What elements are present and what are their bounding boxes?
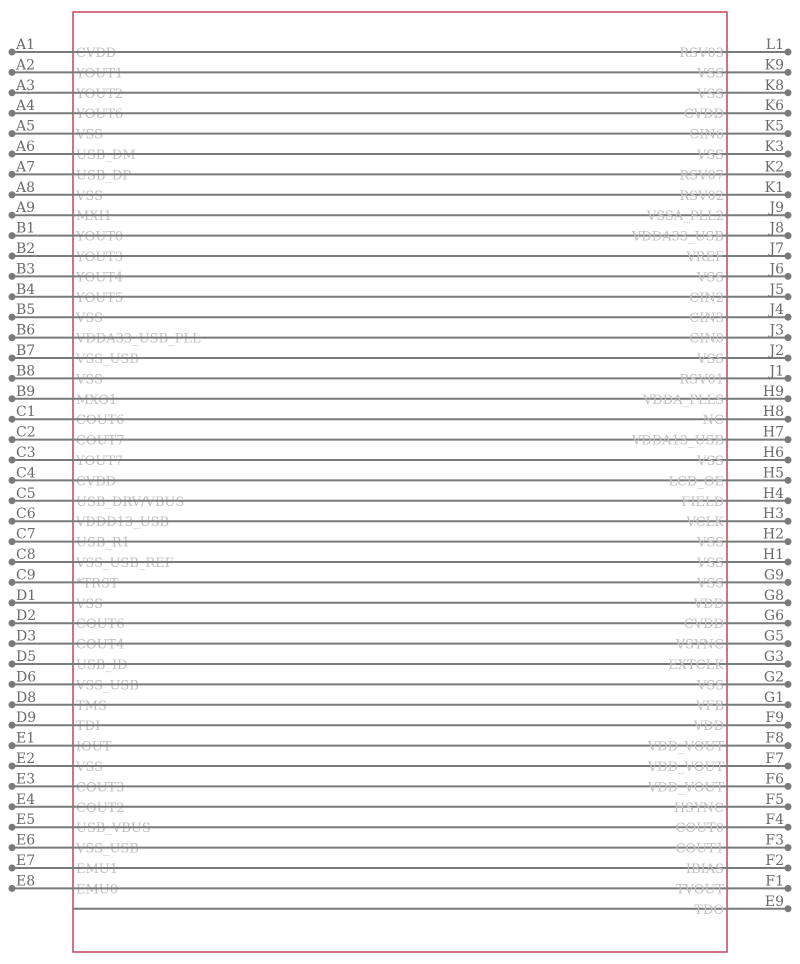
pin-name: YOUT2 bbox=[76, 86, 124, 102]
pin-name: VSS bbox=[697, 148, 724, 163]
pin-terminal-dot bbox=[9, 314, 16, 321]
pin-name: USB_DM bbox=[76, 148, 136, 163]
pin-k6 bbox=[73, 98, 792, 122]
pin-name: VDD bbox=[693, 596, 724, 612]
pin-number: A4 bbox=[16, 98, 36, 115]
pin-number: C9 bbox=[16, 567, 36, 584]
pin-number: F6 bbox=[765, 771, 784, 788]
pin-number: K5 bbox=[764, 118, 784, 135]
pin-name: IOUT bbox=[76, 739, 112, 755]
pin-terminal-dot bbox=[9, 171, 16, 178]
pin-number: F8 bbox=[765, 730, 784, 747]
pin-name: MXI1 bbox=[76, 209, 112, 225]
pin-terminal-dot bbox=[785, 89, 792, 96]
pin-number: A6 bbox=[16, 139, 36, 155]
pin-terminal-dot bbox=[785, 681, 792, 688]
pin-name: USB_R1 bbox=[76, 535, 130, 551]
pin-number: D3 bbox=[16, 628, 37, 645]
pin-terminal-dot bbox=[785, 763, 792, 770]
pin-name: USB_DP bbox=[76, 168, 132, 184]
pin-name: RSV07 bbox=[679, 168, 724, 184]
pin-number: D8 bbox=[16, 689, 37, 706]
pin-name: CVDD bbox=[76, 46, 117, 61]
pin-name: VSSA_PLL2 bbox=[646, 209, 724, 225]
pin-name: MXO1 bbox=[76, 392, 118, 408]
pin-terminal-dot bbox=[785, 538, 792, 545]
pin-terminal-dot bbox=[9, 865, 16, 872]
pin-j1 bbox=[73, 363, 792, 387]
pin-number: E5 bbox=[16, 812, 36, 829]
pin-terminal-dot bbox=[785, 232, 792, 239]
pin-number: J5 bbox=[769, 281, 784, 298]
pin-terminal-dot bbox=[785, 477, 792, 484]
pin-number: D2 bbox=[16, 608, 37, 625]
pin-terminal-dot bbox=[785, 416, 792, 423]
pin-name: TMS bbox=[76, 698, 107, 714]
pin-number: B7 bbox=[16, 343, 36, 359]
pin-terminal-dot bbox=[9, 69, 16, 76]
pin-terminal-dot bbox=[9, 701, 16, 708]
pin-number: H6 bbox=[762, 445, 784, 461]
pin-f8 bbox=[73, 731, 792, 755]
pin-name: VSS bbox=[697, 678, 724, 694]
pin-number: G6 bbox=[763, 608, 784, 625]
pin-name: VSS bbox=[697, 86, 724, 102]
pin-name: CVDD bbox=[683, 617, 724, 633]
pin-number: D5 bbox=[16, 649, 37, 665]
pin-number: F2 bbox=[765, 853, 784, 869]
pin-name: COUT7 bbox=[76, 433, 125, 449]
pin-terminal-dot bbox=[9, 457, 16, 464]
pin-terminal-dot bbox=[9, 579, 16, 586]
pin-number: K6 bbox=[764, 98, 784, 115]
pin-terminal-dot bbox=[785, 865, 792, 872]
pin-name: YOUT0 bbox=[76, 229, 124, 245]
pin-terminal-dot bbox=[9, 599, 16, 606]
pin-name: VSS_USB bbox=[76, 841, 139, 857]
pin-terminal-dot bbox=[9, 191, 16, 198]
pin-terminal-dot bbox=[785, 171, 792, 178]
pin-terminal-dot bbox=[9, 824, 16, 831]
pin-terminal-dot bbox=[9, 334, 16, 341]
pin-number: F3 bbox=[765, 832, 784, 849]
pin-name: YOUT4 bbox=[76, 270, 124, 286]
pin-number: K8 bbox=[764, 77, 784, 94]
pin-terminal-dot bbox=[9, 375, 16, 382]
pin-name: EMU0 bbox=[76, 882, 119, 898]
pin-terminal-dot bbox=[9, 110, 16, 117]
pin-terminal-dot bbox=[785, 355, 792, 362]
pin-terminal-dot bbox=[9, 253, 16, 260]
pin-terminal-dot bbox=[785, 395, 792, 402]
pin-number: F1 bbox=[765, 873, 784, 890]
pin-terminal-dot bbox=[9, 742, 16, 749]
pin-name: TDI bbox=[76, 719, 101, 735]
pin-name: COUT6 bbox=[76, 413, 125, 429]
pin-terminal-dot bbox=[785, 293, 792, 300]
pin-number: C4 bbox=[16, 465, 36, 482]
pin-terminal-dot bbox=[9, 355, 16, 362]
pin-terminal-dot bbox=[785, 661, 792, 668]
pin-number: E4 bbox=[16, 791, 36, 808]
pin-name: VDDA13_USB bbox=[631, 433, 724, 449]
pin-terminal-dot bbox=[785, 620, 792, 627]
pin-terminal-dot bbox=[9, 212, 16, 219]
left-pin-group bbox=[9, 37, 201, 897]
pin-name: VSYNC bbox=[675, 637, 724, 653]
pin-name: CIN6 bbox=[689, 127, 724, 143]
pin-name: VDDA_PLLS bbox=[642, 392, 724, 408]
pin-terminal-dot bbox=[9, 497, 16, 504]
pin-name: YOUT7 bbox=[76, 454, 124, 469]
pin-terminal-dot bbox=[9, 722, 16, 729]
pin-name: NC bbox=[702, 413, 724, 429]
pin-k9 bbox=[73, 57, 792, 81]
pin-name: USB_VBUS bbox=[76, 821, 151, 837]
pin-number: K2 bbox=[764, 159, 784, 176]
pin-name: VDD bbox=[693, 719, 724, 735]
pin-terminal-dot bbox=[785, 559, 792, 566]
pin-terminal-dot bbox=[785, 885, 792, 892]
pin-name: YOUT5 bbox=[76, 290, 124, 306]
pin-number: J6 bbox=[769, 261, 784, 278]
pin-name: VSS_USB bbox=[76, 678, 139, 694]
pin-name: VDD_VOUT bbox=[647, 760, 724, 775]
pin-g6 bbox=[73, 608, 792, 632]
pin-number: E6 bbox=[16, 832, 36, 849]
pin-number: F9 bbox=[765, 710, 784, 727]
pin-name: VDD_VOUT bbox=[647, 739, 724, 755]
pin-name: *TRST bbox=[76, 576, 119, 592]
pin-g1 bbox=[73, 690, 792, 714]
pin-terminal-dot bbox=[9, 640, 16, 647]
pin-number: G8 bbox=[763, 587, 784, 604]
pin-name: VSS_USB bbox=[76, 352, 139, 367]
pin-name: VSS bbox=[697, 352, 724, 367]
pin-number: E9 bbox=[764, 893, 784, 910]
pin-terminal-dot bbox=[9, 885, 16, 892]
pin-name: VSS bbox=[697, 454, 724, 469]
pin-name: COUT2 bbox=[76, 800, 125, 816]
pin-terminal-dot bbox=[9, 89, 16, 96]
pin-terminal-dot bbox=[9, 844, 16, 851]
pin-name: VSS bbox=[76, 127, 103, 143]
pin-number: E7 bbox=[16, 853, 36, 869]
pin-number: H9 bbox=[762, 383, 784, 400]
pin-terminal-dot bbox=[785, 824, 792, 831]
pin-terminal-dot bbox=[9, 416, 16, 423]
pin-number: A9 bbox=[16, 200, 36, 217]
pin-name: TDO bbox=[694, 902, 724, 918]
pin-h7 bbox=[73, 425, 792, 449]
pin-e8 bbox=[9, 873, 119, 897]
pin-number: E3 bbox=[16, 771, 36, 788]
pin-terminal-dot bbox=[9, 273, 16, 280]
pin-name: COUT1 bbox=[675, 841, 724, 857]
pin-name: EXTCLK bbox=[668, 658, 724, 673]
pin-name: USB_ID bbox=[76, 658, 128, 673]
pin-name: COUT6 bbox=[76, 617, 125, 633]
pin-name: TVOUT bbox=[675, 882, 724, 898]
pin-number: C3 bbox=[16, 445, 36, 461]
pin-g8 bbox=[73, 588, 792, 612]
pin-number: F5 bbox=[765, 791, 784, 808]
pin-name: VDD_VOUT bbox=[647, 780, 724, 796]
pin-terminal-dot bbox=[785, 640, 792, 647]
pin-b6 bbox=[9, 323, 201, 347]
pin-terminal-dot bbox=[9, 395, 16, 402]
pin-terminal-dot bbox=[785, 273, 792, 280]
pin-terminal-dot bbox=[785, 191, 792, 198]
pin-terminal-dot bbox=[9, 681, 16, 688]
pin-name: VSS bbox=[697, 66, 724, 82]
pin-terminal-dot bbox=[785, 436, 792, 443]
pin-number: C8 bbox=[16, 547, 36, 563]
pin-l1 bbox=[73, 37, 792, 61]
pin-number: B3 bbox=[16, 261, 36, 278]
pin-terminal-dot bbox=[785, 742, 792, 749]
pin-number: G3 bbox=[763, 649, 784, 665]
pin-number: B6 bbox=[16, 322, 36, 339]
pin-number: C5 bbox=[16, 485, 36, 502]
pin-number: B9 bbox=[16, 383, 36, 400]
pin-terminal-dot bbox=[785, 253, 792, 260]
pin-name: VREF bbox=[686, 250, 724, 265]
pin-terminal-dot bbox=[785, 49, 792, 56]
pin-name: USB_DRV/VBUS bbox=[76, 494, 185, 510]
pin-number: A2 bbox=[16, 57, 36, 74]
pin-name: VSS bbox=[697, 556, 724, 571]
pin-name: FIELD bbox=[681, 494, 724, 510]
pin-name: VDDA33_USB bbox=[631, 229, 724, 245]
pin-number: G2 bbox=[763, 669, 784, 686]
pin-number: K1 bbox=[764, 179, 784, 196]
pin-terminal-dot bbox=[9, 620, 16, 627]
pin-terminal-dot bbox=[785, 375, 792, 382]
pin-terminal-dot bbox=[785, 457, 792, 464]
pin-terminal-dot bbox=[785, 334, 792, 341]
pin-number: K9 bbox=[764, 57, 784, 74]
pin-name: COUT3 bbox=[76, 780, 125, 796]
pin-terminal-dot bbox=[785, 151, 792, 158]
pin-name: VDDA33_USB_PLL bbox=[76, 331, 201, 347]
pin-terminal-dot bbox=[9, 538, 16, 545]
pin-number: A1 bbox=[16, 37, 36, 53]
pin-name: VSS_USB_REF bbox=[76, 556, 174, 571]
pin-name: CVDD bbox=[683, 107, 724, 123]
pin-number: B4 bbox=[16, 281, 36, 298]
pin-name: IBIAS bbox=[685, 862, 724, 877]
pin-k2 bbox=[73, 159, 792, 183]
pin-number: H1 bbox=[762, 547, 784, 563]
pin-number: G5 bbox=[763, 628, 784, 645]
pin-name: VSS bbox=[697, 576, 724, 592]
pin-name: COUT4 bbox=[76, 637, 125, 653]
pin-terminal-dot bbox=[785, 130, 792, 137]
pin-number: H8 bbox=[762, 404, 784, 421]
pin-number: L1 bbox=[765, 37, 784, 53]
pin-name: CIN3 bbox=[689, 311, 724, 327]
pin-terminal-dot bbox=[785, 69, 792, 76]
pin-k3 bbox=[73, 139, 792, 163]
pin-terminal-dot bbox=[785, 722, 792, 729]
pin-terminal-dot bbox=[9, 130, 16, 137]
pin-number: J3 bbox=[769, 322, 784, 339]
pin-number: B5 bbox=[16, 302, 36, 319]
pin-number: H7 bbox=[762, 424, 784, 441]
pin-terminal-dot bbox=[785, 110, 792, 117]
pin-name: VSS bbox=[76, 188, 103, 204]
pin-number: B1 bbox=[16, 220, 36, 237]
pin-f9 bbox=[73, 710, 792, 734]
pin-name: CIN2 bbox=[689, 290, 724, 306]
pin-terminal-dot bbox=[785, 497, 792, 504]
pin-name: RSV02 bbox=[679, 188, 724, 204]
pin-terminal-dot bbox=[9, 661, 16, 668]
pin-number: B2 bbox=[16, 241, 36, 257]
pin-h5 bbox=[73, 465, 792, 489]
pin-name: VSS bbox=[76, 596, 103, 612]
pin-terminal-dot bbox=[785, 579, 792, 586]
pin-terminal-dot bbox=[9, 559, 16, 566]
pin-number: J7 bbox=[769, 241, 784, 257]
pin-number: J9 bbox=[769, 200, 784, 217]
pin-terminal-dot bbox=[785, 212, 792, 219]
pin-number: D6 bbox=[16, 669, 37, 686]
pin-terminal-dot bbox=[9, 293, 16, 300]
pin-number: H5 bbox=[762, 465, 784, 482]
pin-number: C6 bbox=[16, 506, 36, 523]
pin-h2 bbox=[73, 527, 792, 551]
pin-terminal-dot bbox=[9, 763, 16, 770]
pin-terminal-dot bbox=[785, 905, 792, 912]
pin-name: RSV03 bbox=[679, 46, 724, 61]
pin-name: CIN0 bbox=[689, 331, 724, 347]
pin-number: A5 bbox=[16, 118, 36, 135]
pin-number: J1 bbox=[769, 363, 784, 380]
pin-f1 bbox=[73, 873, 792, 897]
pin-terminal-dot bbox=[9, 783, 16, 790]
pin-number: K3 bbox=[764, 139, 784, 155]
pin-number: B8 bbox=[16, 363, 36, 380]
pin-name: YOUT6 bbox=[76, 107, 124, 123]
pin-f6 bbox=[73, 771, 792, 795]
pin-number: E8 bbox=[16, 873, 36, 890]
pin-terminal-dot bbox=[9, 518, 16, 525]
pin-j4 bbox=[73, 302, 792, 326]
pin-name: RSV01 bbox=[679, 372, 724, 388]
right-pin-group bbox=[73, 37, 792, 918]
pin-number: J8 bbox=[769, 220, 784, 237]
pin-number: G9 bbox=[763, 567, 784, 584]
pin-number: A3 bbox=[16, 77, 36, 94]
pin-g9 bbox=[73, 567, 792, 591]
pin-number: H4 bbox=[762, 485, 784, 502]
pin-number: C1 bbox=[16, 404, 36, 421]
pin-number: H3 bbox=[762, 506, 784, 523]
pin-name: HSYNC bbox=[673, 800, 724, 816]
pin-name: EMU1 bbox=[76, 862, 119, 877]
pin-terminal-dot bbox=[9, 49, 16, 56]
pin-terminal-dot bbox=[785, 844, 792, 851]
pin-number: A7 bbox=[16, 159, 36, 176]
pin-name: YOUT1 bbox=[76, 66, 124, 82]
pin-number: D9 bbox=[16, 710, 37, 727]
pin-terminal-dot bbox=[785, 783, 792, 790]
pin-number: C7 bbox=[16, 526, 36, 543]
pin-terminal-dot bbox=[785, 314, 792, 321]
pin-terminal-dot bbox=[785, 803, 792, 810]
pin-j6 bbox=[73, 261, 792, 285]
pin-number: F7 bbox=[765, 751, 784, 767]
pin-name: VSS bbox=[76, 311, 103, 327]
pin-terminal-dot bbox=[9, 436, 16, 443]
pin-name: VCLK bbox=[686, 515, 724, 531]
pin-name: VFB bbox=[696, 698, 724, 714]
pin-terminal-dot bbox=[9, 151, 16, 158]
pin-name: VSS bbox=[697, 535, 724, 551]
pin-j5 bbox=[73, 282, 792, 306]
pin-name: YOUT3 bbox=[76, 250, 124, 265]
pin-number: E2 bbox=[16, 751, 36, 767]
pin-number: C2 bbox=[16, 424, 36, 441]
pin-name: VDDD13_USB bbox=[76, 515, 170, 531]
pin-name: LCD_OE bbox=[668, 474, 724, 490]
pin-name: VSS bbox=[76, 372, 103, 388]
pin-name: CVDD bbox=[76, 474, 117, 490]
pin-number: F4 bbox=[765, 812, 784, 829]
pin-terminal-dot bbox=[9, 803, 16, 810]
pin-number: G1 bbox=[763, 689, 784, 706]
pin-number: A8 bbox=[16, 179, 36, 196]
pin-k8 bbox=[73, 78, 792, 102]
pin-number: D1 bbox=[16, 587, 37, 604]
pin-name: VSS bbox=[76, 760, 103, 775]
pin-name: COUT0 bbox=[675, 821, 724, 837]
pin-terminal-dot bbox=[9, 232, 16, 239]
pin-terminal-dot bbox=[785, 701, 792, 708]
pin-terminal-dot bbox=[785, 518, 792, 525]
pin-number: J4 bbox=[769, 302, 784, 319]
pin-terminal-dot bbox=[9, 477, 16, 484]
pin-number: J2 bbox=[769, 343, 784, 359]
pin-g2 bbox=[73, 669, 792, 693]
pin-name: VSS bbox=[697, 270, 724, 286]
pin-number: H2 bbox=[762, 526, 784, 543]
pin-h1 bbox=[73, 547, 792, 571]
pin-terminal-dot bbox=[785, 599, 792, 606]
pin-number: E1 bbox=[16, 730, 36, 747]
